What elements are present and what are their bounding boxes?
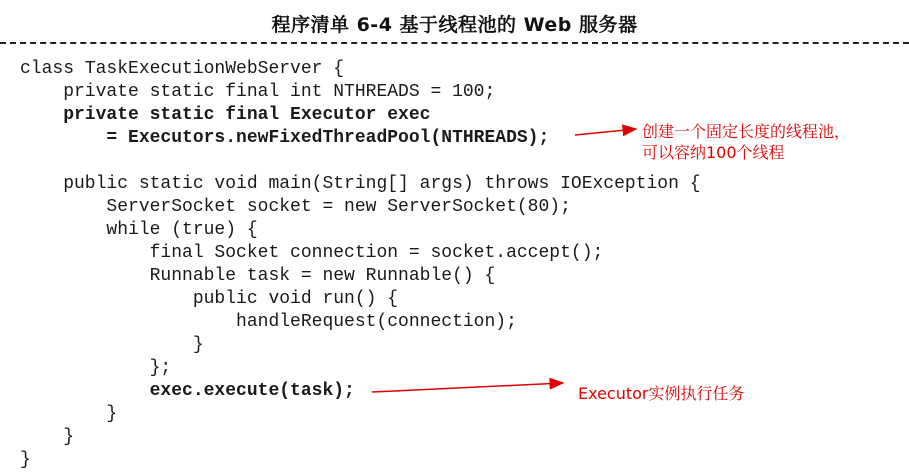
code-line: exec.execute(task); (20, 381, 355, 401)
code-line: Runnable task = new Runnable() { (20, 266, 496, 286)
code-line: } (20, 450, 31, 470)
code-line: while (true) { (20, 220, 258, 240)
code-line: } (20, 427, 75, 447)
code-line: ServerSocket socket = new ServerSocket(80); (20, 197, 571, 217)
code-line: } (20, 335, 204, 355)
thread-pool-annotation-line2: 可以容纳100个线程 (642, 143, 785, 162)
execute-annotation (578, 383, 745, 404)
code-line: public void run() { (20, 289, 399, 309)
execute-arrow (372, 383, 563, 392)
code-line: private static final Executor exec (20, 105, 431, 125)
thread-pool-annotation-line1: 创建一个固定长度的线程池， (642, 122, 851, 141)
execute-annotation-text: Executor实例执行任务 (578, 384, 745, 403)
listing-title: 程序清单 6-4 基于线程池的 Web 服务器 (271, 14, 638, 36)
code-line: }; (20, 358, 172, 378)
code-line: final Socket connection = socket.accept(); (20, 243, 604, 263)
code-line: private static final int NTHREADS = 100; (20, 82, 496, 102)
thread-pool-annotation (642, 121, 850, 163)
code-line: class TaskExecutionWebServer { (20, 59, 345, 79)
code-line: } (20, 404, 118, 424)
code-line: handleRequest(connection); (20, 312, 517, 332)
thread-pool-arrow (575, 129, 636, 135)
code-line: = Executors.newFixedThreadPool(NTHREADS); (20, 128, 550, 148)
code-line: public static void main(String[] args) throws IOException { (20, 174, 701, 194)
